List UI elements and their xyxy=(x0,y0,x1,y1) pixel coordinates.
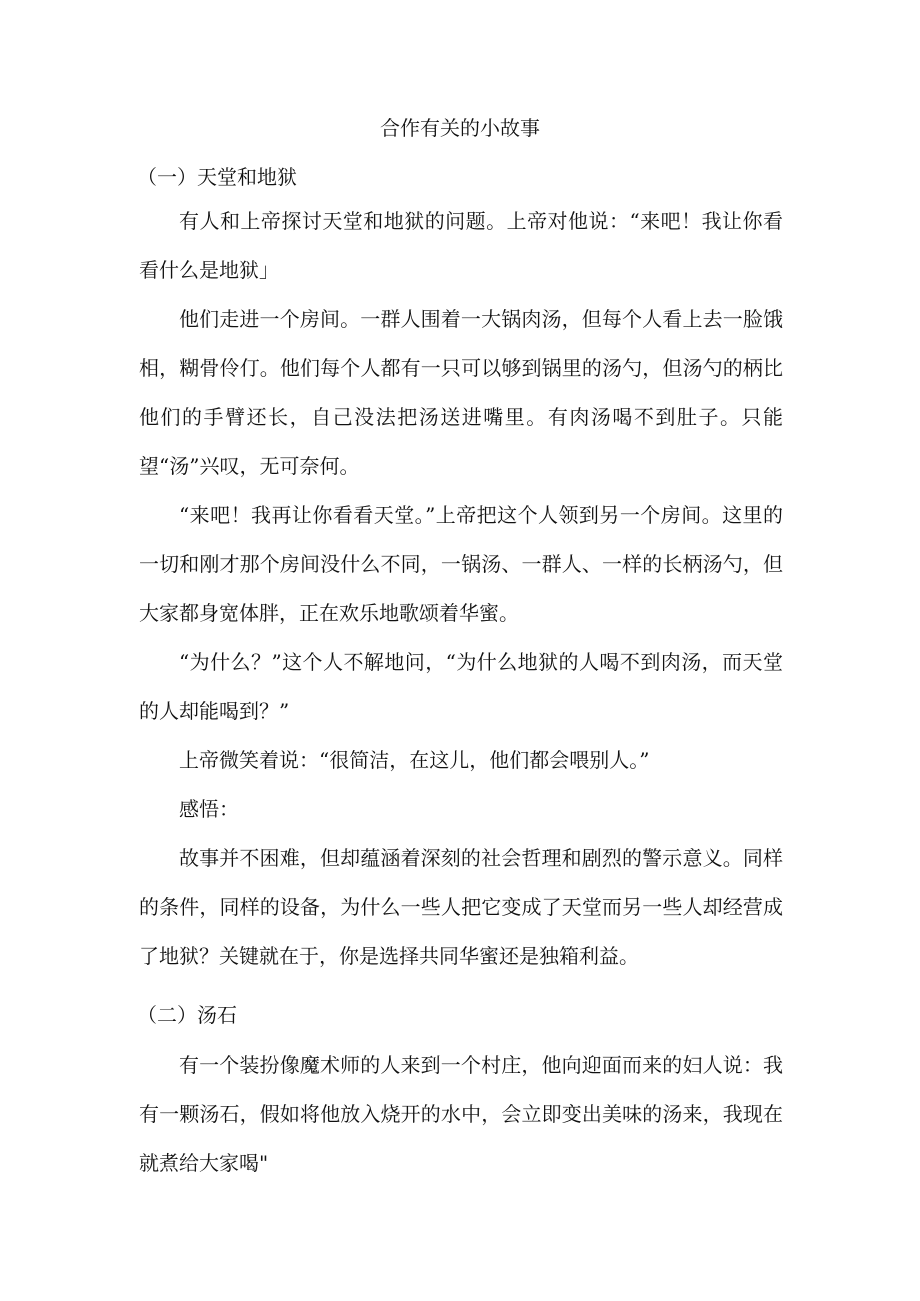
paragraph: 有一个装扮像魔术师的人来到一个村庄，他向迎面而来的妇人说：我有一颗汤石，假如将他放入烧开的水中，会立即变出美味的汤来，我现在就煮给大家喝" xyxy=(139,1053,783,1175)
paragraph: 他们走进一个房间。一群人围着一大锅肉汤，但每个人看上去一脸饿相，糊骨伶仃。他们每个人都有一只可以够到锅里的汤勺，但汤勺的柄比他们的手臂还长，自己没法把汤送进嘴里。有肉汤喝不到肚子。只能望“汤”兴叹，无可奈何。 xyxy=(139,307,783,478)
section-heading-heaven-and-hell: （一）天堂和地狱 xyxy=(137,165,297,189)
paragraph: 上帝微笑着说：“很简洁，在这儿，他们都会喂别人。” xyxy=(179,748,650,772)
paragraph: “来吧！我再让你看看天堂。”上帝把这个人领到另一个房间。这里的一切和刚才那个房间没什么不同，一锅汤、一群人、一样的长柄汤勺，但大家都身宽体胖，正在欢乐地歌颂着华蜜。 xyxy=(139,503,783,625)
paragraph: “为什么？”这个人不解地问，“为什么地狱的人喝不到肉汤，而天堂的人却能喝到？” xyxy=(139,650,783,723)
paragraph: 有人和上帝探讨天堂和地狱的问题。上帝对他说：“来吧！我让你看看什么是地狱」 xyxy=(139,209,783,282)
paragraph: 感悟： xyxy=(179,797,239,821)
document-title: 合作有关的小故事 xyxy=(380,116,540,140)
section-heading-soup-stone: （二）汤石 xyxy=(137,1003,237,1027)
paragraph: 故事并不困难，但却蕴涵着深刻的社会哲理和剧烈的警示意义。同样的条件，同样的设备，为什么一些人把它变成了天堂而另一些人却经营成了地狱？关键就在于，你是选择共同华蜜还是独箱利益。 xyxy=(139,846,783,968)
